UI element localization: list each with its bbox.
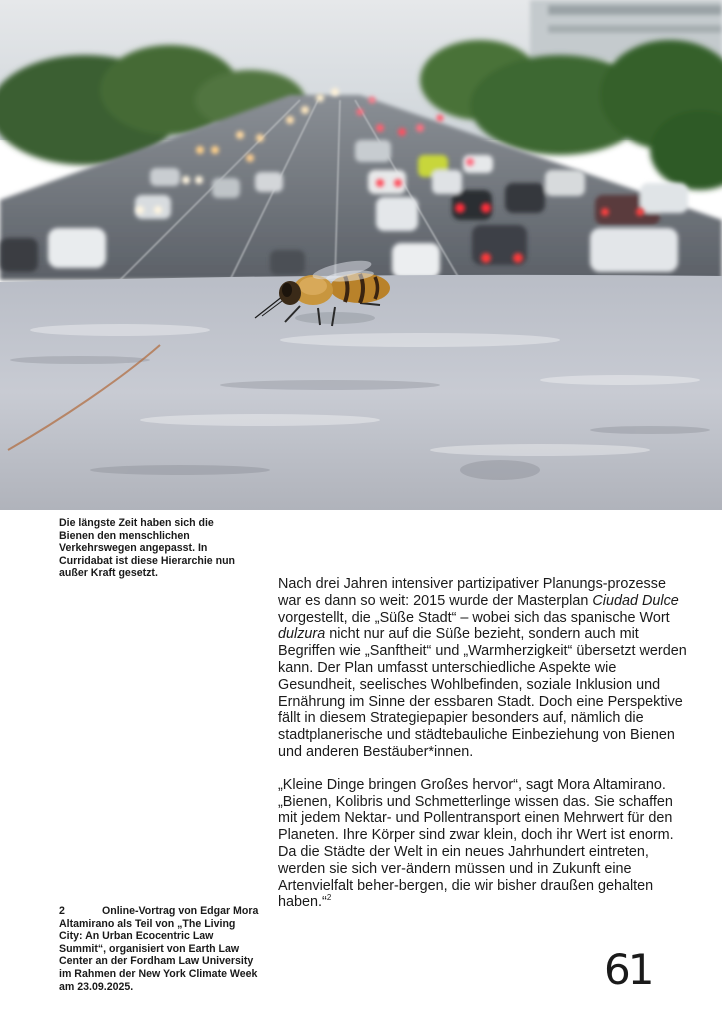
page-number: 61 <box>604 945 652 994</box>
footnote <box>59 905 259 993</box>
paragraph-2: „Kleine Dinge bringen Großes hervor“, sagt Mora Altamirano. „Bienen, Kolibris und Schmetterlinge wissen das. Sie schaffen mit jedem Nektar- und Pollentransport einen Mehrwert für den Planeten. Ihre Körper sind zwar klein, doch ihr Wert ist enorm. Da die Städte der Welt in ein neues Jahrhundert eintreten, werden sie sich ver-ändern müssen und in Zukunft eine Artenvielfalt beher-bergen, die wir bisher draußen gehalten haben.“$^2$ <box>278 776 674 911</box>
footnote-text: Online-Vortrag von Edgar Mora Altamirano als Teil von „The Living City: An Urban Ecocentric Law Summit“, organisiert von Earth Law Center an der Fordham Law University im Rahmen der New York Climate Week am 23.09.2025. <box>59 905 259 993</box>
main-text <box>278 576 688 927</box>
paragraph-1: Nach drei Jahren intensiver partizipativer Planungs-prozesse war es dann so weit: 2015 wurde der Masterplan Ciudad Dulce vorgestellt, die „Süße Stadt“ – wobei sich das spanische Wort dulzura nicht nur auf die Süße bezieht, sondern auch mit Begriffen wie „Sanftheit“ und „Warmherzigkeit“ übersetzt werden kann. Der Plan umfasst unterschiedliche Aspekte wie Gesundheit, seelisches Wohlbefinden, soziale Inklusion und Ernährung im Sinne der essbaren Stadt. Doch eine Perspektive fällt in diesem Strategiepapier besonders auf, nämlich die stadtplanerische und städtebauliche Einbeziehung von Bienen und anderen Bestäuber*innen. <box>278 576 687 760</box>
footnote-number: 2 <box>59 905 65 917</box>
footnote-ref[interactable]: 2 <box>326 893 332 903</box>
photo-caption: Die längste Zeit haben sich die Bienen den menschlichen Verkehrswegen angepasst. In Curridabat ist diese Hierarchie nun außer Kraft gesetzt. <box>59 517 236 580</box>
